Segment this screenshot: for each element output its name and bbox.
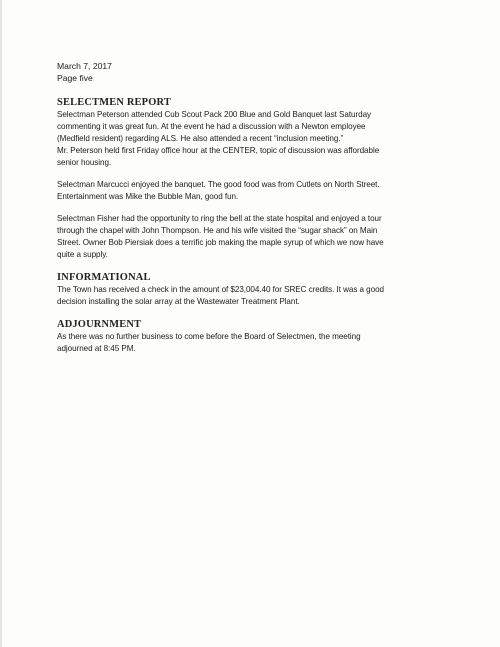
- paragraph-line: Mr. Peterson held first Friday office hour at the CENTER, topic of discussion was affordable: [57, 146, 380, 155]
- paragraph-line: Street. Owner Bob Piersiak does a terrific job making the maple syrup of which we now have: [57, 238, 384, 247]
- paragraph-line: As there was no further business to come before the Board of Selectmen, the meeting: [57, 332, 361, 341]
- selectmen-report-paragraph-2: [57, 179, 472, 203]
- selectmen-report-paragraph-3: [57, 213, 472, 261]
- paragraph-line: decision installing the solar array at the Wastewater Treatment Plant.: [57, 297, 300, 306]
- paragraph-line: commenting it was great fun. At the event he had a discussion with a Newton employee: [57, 122, 366, 131]
- adjournment-paragraph: [57, 331, 472, 355]
- selectmen-report-heading: SELECTMEN REPORT: [57, 97, 171, 108]
- document-body: [57, 60, 472, 355]
- informational-paragraph: [57, 284, 472, 308]
- page-edge: [0, 0, 2, 647]
- informational-heading: INFORMATIONAL: [57, 272, 151, 283]
- paragraph-line: Entertainment was Mike the Bubble Man, good fun.: [57, 192, 239, 201]
- paragraph-line: (Medfield resident) regarding ALS. He also attended a recent “inclusion meeting.”: [57, 134, 344, 143]
- paragraph-line: adjourned at 8:45 PM.: [57, 344, 136, 353]
- paragraph-line: Selectman Fisher had the opportunity to ring the bell at the state hospital and enjoyed a tour: [57, 214, 382, 223]
- selectmen-report-paragraph-1: [57, 109, 472, 169]
- paragraph-line: Selectman Marcucci enjoyed the banquet. The good food was from Cutlets on North Street.: [57, 180, 380, 189]
- adjournment-heading: ADJOURNMENT: [57, 319, 142, 330]
- paragraph-line: quite a supply.: [57, 250, 108, 259]
- document-date: March 7, 2017: [57, 61, 112, 71]
- page-number: Page five: [57, 73, 93, 83]
- paragraph-line: Selectman Peterson attended Cub Scout Pack 200 Blue and Gold Banquet last Saturday: [57, 110, 372, 119]
- paragraph-line: through the chapel with John Thompson. He and his wife visited the “sugar shack” on Main: [57, 226, 378, 235]
- paragraph-line: The Town has received a check in the amount of $23,004.40 for SREC credits. It was a good: [57, 285, 384, 294]
- paragraph-line: senior housing.: [57, 158, 112, 167]
